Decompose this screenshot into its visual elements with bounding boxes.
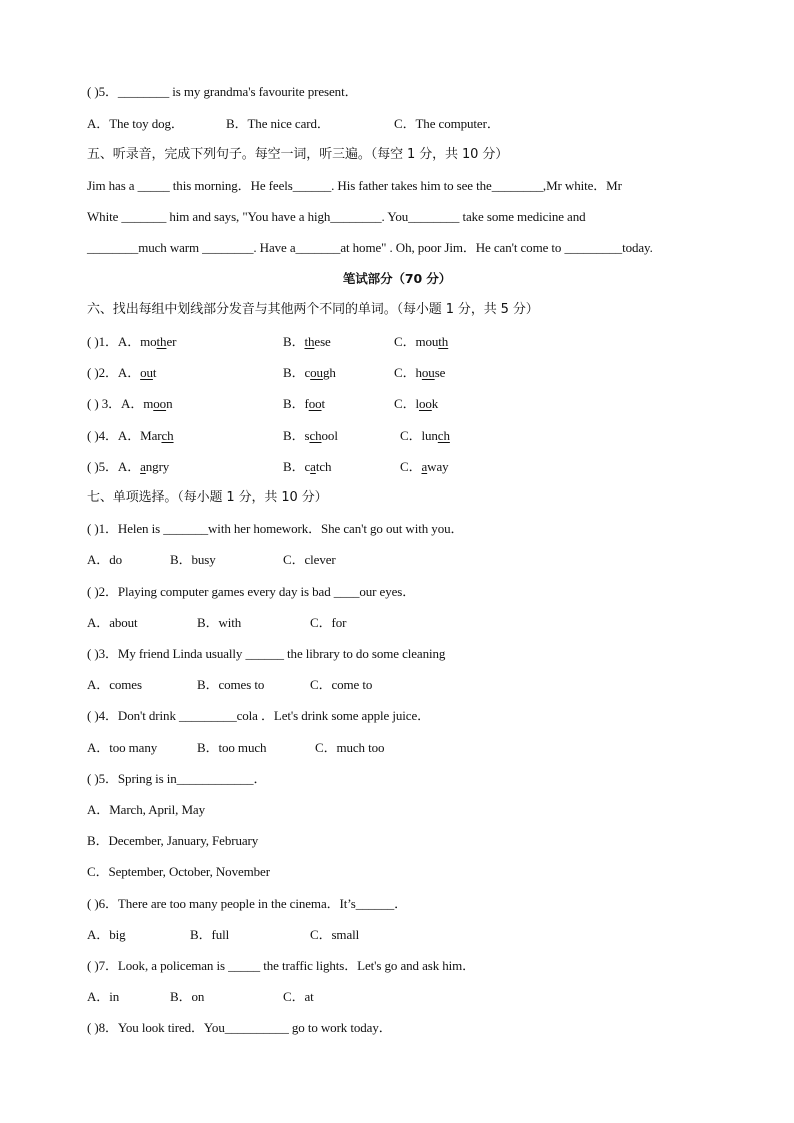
mc-question-6: ( )6．There are too many people in the cinema．It’s______． bbox=[87, 896, 408, 911]
phonics-question-5: ( )5．A．angry B．catch C．away bbox=[87, 459, 449, 474]
option-b: B．December, January, February bbox=[87, 833, 259, 848]
phonics-question-2: ( )2．A．out B．cough C．house bbox=[87, 365, 446, 380]
option-b: B．full bbox=[190, 927, 230, 942]
option-a: A．March, April, May bbox=[87, 802, 205, 817]
passage-line: Jim has a _____ this morning．He feels______. His father takes him to see the________,Mr white．Mr bbox=[87, 178, 622, 193]
mc-question-7: ( )7．Look, a policeman is _____ the traffic lights．Let's go and ask him． bbox=[87, 958, 476, 973]
mc-question-2: ( )2．Playing computer games every day is bad ____our eyes． bbox=[87, 584, 416, 599]
passage-line: White _______ him and says, "You have a high________. You________ take some medicine and bbox=[87, 209, 586, 224]
option-a: A．comes bbox=[87, 677, 142, 692]
option-c: C．The computer． bbox=[394, 116, 500, 131]
written-part-heading: 笔试部分（70 分） bbox=[342, 271, 452, 286]
option-c: C．come to bbox=[310, 677, 373, 692]
option-c: C．for bbox=[310, 615, 347, 630]
mc-question-3: ( )3．My friend Linda usually ______ the library to do some cleaning bbox=[87, 646, 446, 661]
option-b: B．with bbox=[197, 615, 242, 630]
section-7-heading: 七、单项选择。（每小题 1 分，共 10 分） bbox=[87, 490, 328, 505]
question-5-listening: ( )5．________ is my grandma's favourite present． bbox=[87, 84, 358, 99]
option-b: B．too much bbox=[197, 740, 267, 755]
option-c: C．September, October, November bbox=[87, 864, 270, 879]
option-c: C．at bbox=[283, 989, 314, 1004]
option-a: A．too many bbox=[87, 740, 158, 755]
option-a: A．big bbox=[87, 927, 126, 942]
option-a: A．do bbox=[87, 552, 122, 567]
option-a: A．in bbox=[87, 989, 120, 1004]
option-c: C．clever bbox=[283, 552, 336, 567]
phonics-question-1: ( )1．A．mother B．these C．mouth bbox=[87, 334, 449, 349]
option-a: A．The toy dog． bbox=[87, 116, 184, 131]
section-5-heading: 五、听录音，完成下列句子。每空一词，听三遍。（每空 1 分，共 10 分） bbox=[87, 147, 509, 162]
option-b: B．comes to bbox=[197, 677, 265, 692]
option-b: B．The nice card． bbox=[226, 116, 330, 131]
phonics-question-4: ( )4．A．March B．school C．lunch bbox=[87, 428, 450, 443]
option-c: C．small bbox=[310, 927, 360, 942]
option-b: B．busy bbox=[170, 552, 216, 567]
mc-question-1: ( )1．Helen is _______with her homework．She can't go out with you． bbox=[87, 521, 464, 536]
option-c: C．much too bbox=[315, 740, 385, 755]
section-6-heading: 六、找出每组中划线部分发音与其他两个不同的单词。（每小题 1 分，共 5 分） bbox=[87, 302, 539, 317]
option-a: A．about bbox=[87, 615, 138, 630]
mc-question-8: ( )8．You look tired．You__________ go to work today． bbox=[87, 1020, 392, 1035]
phonics-question-3: ( ) 3．A．moon B．foot C．look bbox=[87, 396, 439, 411]
mc-question-5: ( )5．Spring is in____________． bbox=[87, 771, 267, 786]
option-b: B．on bbox=[170, 989, 205, 1004]
mc-question-4: ( )4．Don't drink _________cola ．Let's drink some apple juice． bbox=[87, 708, 431, 723]
passage-line: ________much warm ________. Have a_______at home" . Oh, poor Jim．He can't come to _________today. bbox=[87, 240, 653, 255]
